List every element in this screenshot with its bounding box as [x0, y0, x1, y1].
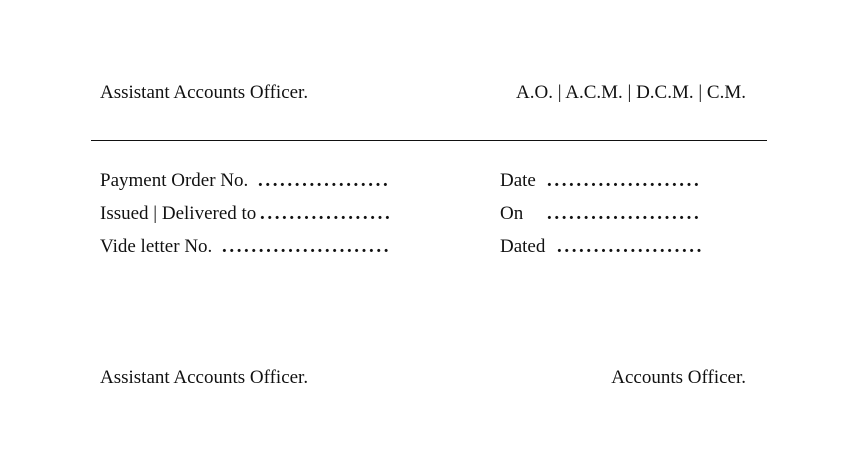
- date-field[interactable]: .....................: [547, 170, 702, 191]
- header-right-signatory: A.O. | A.C.M. | D.C.M. | C.M.: [516, 82, 746, 103]
- divider-line: [91, 140, 767, 141]
- dated-label: Dated: [500, 236, 546, 257]
- dated-field[interactable]: ....................: [557, 236, 704, 257]
- header-left-signatory: Assistant Accounts Officer.: [100, 82, 309, 103]
- vide-letter-field[interactable]: .......................: [222, 236, 392, 257]
- vide-letter-label: Vide letter No.: [100, 236, 213, 257]
- issued-delivered-label: Issued | Delivered to: [100, 203, 257, 224]
- payment-order-label: Payment Order No.: [100, 170, 249, 191]
- footer-right-signatory: Accounts Officer.: [611, 367, 746, 388]
- footer-left-signatory: Assistant Accounts Officer.: [100, 367, 309, 388]
- on-label: On: [500, 203, 524, 224]
- date-label: Date: [500, 170, 536, 191]
- payment-order-field[interactable]: ..................: [258, 170, 391, 191]
- issued-delivered-field[interactable]: ..................: [260, 203, 393, 224]
- on-field[interactable]: .....................: [547, 203, 702, 224]
